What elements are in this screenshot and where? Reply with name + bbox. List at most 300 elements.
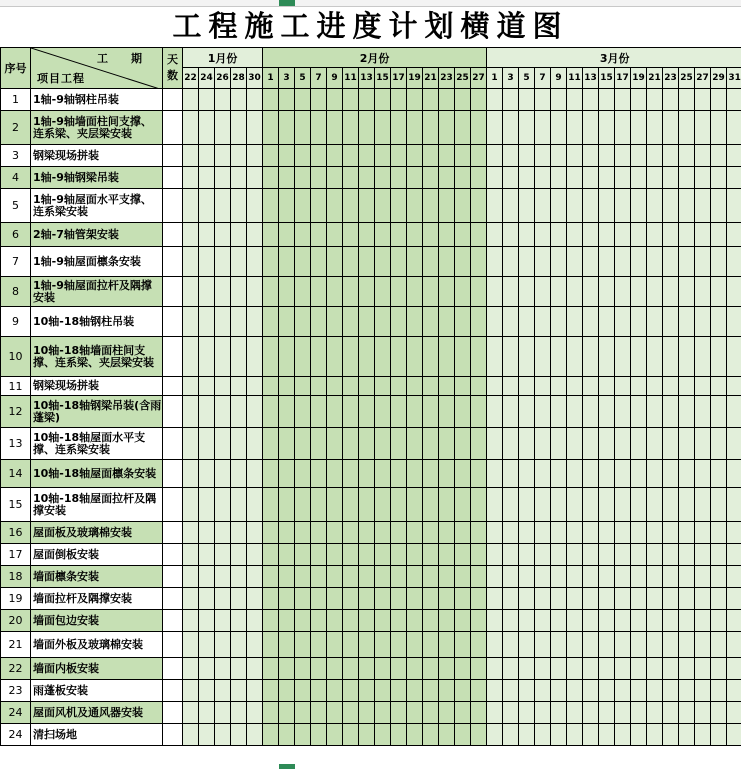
schedule-cell[interactable]	[247, 277, 263, 307]
schedule-cell[interactable]	[519, 488, 535, 522]
schedule-cell[interactable]	[535, 702, 551, 724]
row-task[interactable]: 10轴-18轴屋面檩条安装	[31, 460, 163, 488]
schedule-cell[interactable]	[535, 337, 551, 377]
schedule-cell[interactable]	[487, 145, 503, 167]
schedule-cell[interactable]	[599, 377, 615, 396]
schedule-cell[interactable]	[551, 522, 567, 544]
schedule-cell[interactable]	[551, 111, 567, 145]
schedule-cell[interactable]	[311, 610, 327, 632]
schedule-cell[interactable]	[311, 89, 327, 111]
schedule-cell[interactable]	[391, 396, 407, 428]
schedule-cell[interactable]	[311, 307, 327, 337]
schedule-cell[interactable]	[279, 247, 295, 277]
schedule-cell[interactable]	[631, 588, 647, 610]
schedule-cell[interactable]	[631, 488, 647, 522]
schedule-cell[interactable]	[407, 189, 423, 223]
schedule-cell[interactable]	[471, 145, 487, 167]
schedule-cell[interactable]	[503, 189, 519, 223]
schedule-cell[interactable]	[599, 396, 615, 428]
schedule-cell[interactable]	[551, 189, 567, 223]
schedule-cell[interactable]	[343, 111, 359, 145]
schedule-cell[interactable]	[407, 488, 423, 522]
schedule-cell[interactable]	[615, 566, 631, 588]
schedule-cell[interactable]	[407, 724, 423, 746]
schedule-cell[interactable]	[423, 658, 439, 680]
schedule-cell[interactable]	[631, 632, 647, 658]
row-days[interactable]	[163, 428, 183, 460]
schedule-cell[interactable]	[535, 522, 551, 544]
schedule-cell[interactable]	[583, 377, 599, 396]
schedule-cell[interactable]	[519, 337, 535, 377]
schedule-cell[interactable]	[439, 307, 455, 337]
schedule-cell[interactable]	[631, 680, 647, 702]
schedule-cell[interactable]	[423, 724, 439, 746]
schedule-cell[interactable]	[583, 658, 599, 680]
row-days[interactable]	[163, 223, 183, 247]
schedule-cell[interactable]	[519, 588, 535, 610]
schedule-cell[interactable]	[343, 460, 359, 488]
schedule-cell[interactable]	[263, 223, 279, 247]
schedule-cell[interactable]	[663, 223, 679, 247]
schedule-cell[interactable]	[471, 632, 487, 658]
schedule-cell[interactable]	[615, 277, 631, 307]
schedule-cell[interactable]	[679, 377, 695, 396]
schedule-cell[interactable]	[647, 167, 663, 189]
schedule-cell[interactable]	[711, 680, 727, 702]
schedule-cell[interactable]	[503, 247, 519, 277]
schedule-cell[interactable]	[599, 588, 615, 610]
schedule-cell[interactable]	[487, 488, 503, 522]
schedule-cell[interactable]	[391, 488, 407, 522]
schedule-cell[interactable]	[215, 277, 231, 307]
schedule-cell[interactable]	[295, 247, 311, 277]
schedule-cell[interactable]	[391, 189, 407, 223]
schedule-cell[interactable]	[391, 522, 407, 544]
row-task[interactable]: 钢梁现场拼装	[31, 145, 163, 167]
schedule-cell[interactable]	[503, 111, 519, 145]
schedule-cell[interactable]	[247, 167, 263, 189]
schedule-cell[interactable]	[343, 488, 359, 522]
schedule-cell[interactable]	[695, 588, 711, 610]
schedule-cell[interactable]	[583, 189, 599, 223]
schedule-cell[interactable]	[663, 111, 679, 145]
schedule-cell[interactable]	[263, 544, 279, 566]
schedule-cell[interactable]	[343, 189, 359, 223]
schedule-cell[interactable]	[327, 167, 343, 189]
schedule-cell[interactable]	[215, 247, 231, 277]
row-task[interactable]: 墙面外板及玻璃棉安装	[31, 632, 163, 658]
schedule-cell[interactable]	[423, 277, 439, 307]
schedule-cell[interactable]	[295, 658, 311, 680]
schedule-cell[interactable]	[455, 566, 471, 588]
schedule-cell[interactable]	[567, 460, 583, 488]
schedule-cell[interactable]	[487, 632, 503, 658]
schedule-cell[interactable]	[711, 223, 727, 247]
schedule-cell[interactable]	[343, 680, 359, 702]
schedule-cell[interactable]	[359, 702, 375, 724]
schedule-cell[interactable]	[327, 488, 343, 522]
schedule-cell[interactable]	[487, 223, 503, 247]
schedule-cell[interactable]	[663, 277, 679, 307]
schedule-cell[interactable]	[359, 658, 375, 680]
schedule-cell[interactable]	[679, 460, 695, 488]
schedule-cell[interactable]	[599, 488, 615, 522]
schedule-cell[interactable]	[279, 428, 295, 460]
schedule-cell[interactable]	[423, 189, 439, 223]
schedule-cell[interactable]	[455, 680, 471, 702]
schedule-cell[interactable]	[391, 680, 407, 702]
schedule-cell[interactable]	[647, 632, 663, 658]
schedule-cell[interactable]	[183, 488, 199, 522]
schedule-cell[interactable]	[215, 223, 231, 247]
schedule-cell[interactable]	[407, 428, 423, 460]
schedule-cell[interactable]	[311, 566, 327, 588]
schedule-cell[interactable]	[439, 724, 455, 746]
schedule-cell[interactable]	[519, 167, 535, 189]
schedule-cell[interactable]	[551, 145, 567, 167]
schedule-cell[interactable]	[599, 702, 615, 724]
schedule-cell[interactable]	[647, 544, 663, 566]
schedule-cell[interactable]	[599, 566, 615, 588]
schedule-cell[interactable]	[503, 337, 519, 377]
schedule-cell[interactable]	[615, 488, 631, 522]
schedule-cell[interactable]	[647, 396, 663, 428]
schedule-cell[interactable]	[631, 566, 647, 588]
schedule-cell[interactable]	[407, 632, 423, 658]
schedule-cell[interactable]	[631, 145, 647, 167]
schedule-cell[interactable]	[199, 277, 215, 307]
schedule-cell[interactable]	[231, 544, 247, 566]
schedule-cell[interactable]	[231, 658, 247, 680]
schedule-cell[interactable]	[247, 522, 263, 544]
schedule-cell[interactable]	[327, 145, 343, 167]
schedule-cell[interactable]	[375, 702, 391, 724]
schedule-cell[interactable]	[279, 566, 295, 588]
schedule-cell[interactable]	[423, 632, 439, 658]
schedule-cell[interactable]	[375, 632, 391, 658]
schedule-cell[interactable]	[199, 337, 215, 377]
schedule-cell[interactable]	[247, 544, 263, 566]
schedule-cell[interactable]	[455, 488, 471, 522]
schedule-cell[interactable]	[231, 167, 247, 189]
row-days[interactable]	[163, 307, 183, 337]
schedule-cell[interactable]	[311, 632, 327, 658]
schedule-cell[interactable]	[231, 724, 247, 746]
schedule-cell[interactable]	[423, 702, 439, 724]
row-task[interactable]: 墙面包边安装	[31, 610, 163, 632]
schedule-cell[interactable]	[311, 544, 327, 566]
schedule-cell[interactable]	[615, 307, 631, 337]
schedule-cell[interactable]	[679, 247, 695, 277]
schedule-cell[interactable]	[311, 658, 327, 680]
schedule-cell[interactable]	[375, 488, 391, 522]
schedule-cell[interactable]	[279, 658, 295, 680]
schedule-cell[interactable]	[599, 610, 615, 632]
schedule-cell[interactable]	[583, 111, 599, 145]
schedule-cell[interactable]	[695, 223, 711, 247]
schedule-cell[interactable]	[215, 167, 231, 189]
schedule-cell[interactable]	[551, 428, 567, 460]
row-days[interactable]	[163, 658, 183, 680]
schedule-cell[interactable]	[567, 223, 583, 247]
schedule-cell[interactable]	[711, 610, 727, 632]
schedule-cell[interactable]	[583, 337, 599, 377]
schedule-cell[interactable]	[343, 428, 359, 460]
schedule-cell[interactable]	[631, 277, 647, 307]
schedule-cell[interactable]	[471, 307, 487, 337]
schedule-cell[interactable]	[631, 167, 647, 189]
schedule-cell[interactable]	[375, 588, 391, 610]
schedule-cell[interactable]	[663, 89, 679, 111]
schedule-cell[interactable]	[615, 632, 631, 658]
schedule-cell[interactable]	[423, 89, 439, 111]
schedule-cell[interactable]	[615, 522, 631, 544]
schedule-cell[interactable]	[183, 544, 199, 566]
schedule-cell[interactable]	[391, 307, 407, 337]
schedule-cell[interactable]	[599, 247, 615, 277]
schedule-cell[interactable]	[231, 632, 247, 658]
schedule-cell[interactable]	[583, 544, 599, 566]
schedule-cell[interactable]	[263, 111, 279, 145]
schedule-cell[interactable]	[663, 658, 679, 680]
schedule-cell[interactable]	[359, 277, 375, 307]
schedule-cell[interactable]	[471, 428, 487, 460]
schedule-cell[interactable]	[599, 277, 615, 307]
schedule-cell[interactable]	[663, 337, 679, 377]
schedule-cell[interactable]	[183, 377, 199, 396]
schedule-cell[interactable]	[183, 658, 199, 680]
schedule-cell[interactable]	[663, 680, 679, 702]
schedule-cell[interactable]	[231, 460, 247, 488]
schedule-cell[interactable]	[471, 396, 487, 428]
schedule-cell[interactable]	[183, 724, 199, 746]
schedule-cell[interactable]	[615, 377, 631, 396]
schedule-cell[interactable]	[295, 544, 311, 566]
schedule-cell[interactable]	[295, 488, 311, 522]
schedule-cell[interactable]	[567, 247, 583, 277]
schedule-cell[interactable]	[455, 89, 471, 111]
schedule-cell[interactable]	[231, 111, 247, 145]
schedule-cell[interactable]	[263, 247, 279, 277]
schedule-cell[interactable]	[663, 544, 679, 566]
schedule-cell[interactable]	[727, 111, 741, 145]
schedule-cell[interactable]	[727, 277, 741, 307]
row-task[interactable]: 10轴-18轴墙面柱间支撑、连系梁、夹层梁安装	[31, 337, 163, 377]
schedule-cell[interactable]	[631, 89, 647, 111]
schedule-cell[interactable]	[695, 89, 711, 111]
schedule-cell[interactable]	[455, 632, 471, 658]
schedule-cell[interactable]	[359, 632, 375, 658]
schedule-cell[interactable]	[519, 89, 535, 111]
schedule-cell[interactable]	[439, 522, 455, 544]
schedule-cell[interactable]	[487, 702, 503, 724]
schedule-cell[interactable]	[727, 428, 741, 460]
schedule-cell[interactable]	[487, 167, 503, 189]
schedule-cell[interactable]	[311, 488, 327, 522]
schedule-cell[interactable]	[503, 307, 519, 337]
schedule-cell[interactable]	[183, 145, 199, 167]
schedule-cell[interactable]	[359, 111, 375, 145]
schedule-cell[interactable]	[439, 189, 455, 223]
schedule-cell[interactable]	[375, 223, 391, 247]
schedule-cell[interactable]	[231, 522, 247, 544]
schedule-cell[interactable]	[615, 89, 631, 111]
schedule-cell[interactable]	[311, 428, 327, 460]
schedule-cell[interactable]	[407, 702, 423, 724]
schedule-cell[interactable]	[551, 167, 567, 189]
schedule-cell[interactable]	[375, 111, 391, 145]
schedule-cell[interactable]	[615, 111, 631, 145]
row-task[interactable]: 屋面风机及通风器安装	[31, 702, 163, 724]
schedule-cell[interactable]	[695, 307, 711, 337]
schedule-cell[interactable]	[615, 337, 631, 377]
row-days[interactable]	[163, 89, 183, 111]
schedule-cell[interactable]	[343, 377, 359, 396]
schedule-cell[interactable]	[327, 223, 343, 247]
schedule-cell[interactable]	[663, 632, 679, 658]
schedule-cell[interactable]	[695, 724, 711, 746]
schedule-cell[interactable]	[535, 632, 551, 658]
schedule-cell[interactable]	[247, 247, 263, 277]
schedule-cell[interactable]	[183, 111, 199, 145]
schedule-cell[interactable]	[279, 702, 295, 724]
schedule-cell[interactable]	[503, 377, 519, 396]
schedule-cell[interactable]	[231, 566, 247, 588]
schedule-cell[interactable]	[407, 658, 423, 680]
schedule-cell[interactable]	[631, 610, 647, 632]
row-days[interactable]	[163, 396, 183, 428]
schedule-cell[interactable]	[567, 566, 583, 588]
schedule-cell[interactable]	[327, 460, 343, 488]
schedule-cell[interactable]	[583, 724, 599, 746]
schedule-cell[interactable]	[503, 702, 519, 724]
schedule-cell[interactable]	[199, 610, 215, 632]
schedule-cell[interactable]	[503, 277, 519, 307]
schedule-cell[interactable]	[631, 396, 647, 428]
schedule-cell[interactable]	[295, 588, 311, 610]
schedule-cell[interactable]	[407, 145, 423, 167]
schedule-cell[interactable]	[439, 377, 455, 396]
schedule-cell[interactable]	[423, 111, 439, 145]
schedule-cell[interactable]	[407, 277, 423, 307]
row-days[interactable]	[163, 488, 183, 522]
schedule-cell[interactable]	[231, 277, 247, 307]
schedule-cell[interactable]	[711, 377, 727, 396]
schedule-cell[interactable]	[279, 396, 295, 428]
schedule-cell[interactable]	[359, 396, 375, 428]
schedule-cell[interactable]	[567, 307, 583, 337]
schedule-cell[interactable]	[727, 658, 741, 680]
row-task[interactable]: 1轴-9轴屋面拉杆及隅撑安装	[31, 277, 163, 307]
schedule-cell[interactable]	[615, 145, 631, 167]
schedule-cell[interactable]	[295, 167, 311, 189]
schedule-cell[interactable]	[247, 337, 263, 377]
schedule-cell[interactable]	[695, 522, 711, 544]
schedule-cell[interactable]	[455, 396, 471, 428]
schedule-cell[interactable]	[439, 167, 455, 189]
schedule-cell[interactable]	[599, 658, 615, 680]
schedule-cell[interactable]	[327, 337, 343, 377]
schedule-cell[interactable]	[503, 145, 519, 167]
schedule-cell[interactable]	[263, 680, 279, 702]
schedule-cell[interactable]	[439, 247, 455, 277]
schedule-cell[interactable]	[263, 658, 279, 680]
schedule-cell[interactable]	[519, 702, 535, 724]
schedule-cell[interactable]	[535, 680, 551, 702]
schedule-cell[interactable]	[407, 460, 423, 488]
schedule-cell[interactable]	[535, 377, 551, 396]
schedule-cell[interactable]	[391, 702, 407, 724]
row-task[interactable]: 2轴-7轴管架安装	[31, 223, 163, 247]
schedule-cell[interactable]	[199, 111, 215, 145]
schedule-cell[interactable]	[471, 277, 487, 307]
schedule-cell[interactable]	[279, 145, 295, 167]
row-days[interactable]	[163, 610, 183, 632]
row-days[interactable]	[163, 337, 183, 377]
schedule-cell[interactable]	[343, 522, 359, 544]
schedule-cell[interactable]	[263, 522, 279, 544]
schedule-cell[interactable]	[359, 145, 375, 167]
schedule-cell[interactable]	[359, 488, 375, 522]
schedule-cell[interactable]	[215, 566, 231, 588]
schedule-cell[interactable]	[375, 247, 391, 277]
schedule-cell[interactable]	[583, 488, 599, 522]
schedule-cell[interactable]	[615, 658, 631, 680]
schedule-cell[interactable]	[711, 702, 727, 724]
schedule-cell[interactable]	[199, 428, 215, 460]
schedule-cell[interactable]	[295, 223, 311, 247]
schedule-cell[interactable]	[631, 460, 647, 488]
schedule-cell[interactable]	[295, 428, 311, 460]
row-days[interactable]	[163, 111, 183, 145]
schedule-cell[interactable]	[471, 566, 487, 588]
schedule-cell[interactable]	[583, 680, 599, 702]
schedule-cell[interactable]	[519, 522, 535, 544]
schedule-cell[interactable]	[215, 145, 231, 167]
schedule-cell[interactable]	[487, 588, 503, 610]
schedule-cell[interactable]	[183, 396, 199, 428]
schedule-cell[interactable]	[615, 544, 631, 566]
row-days[interactable]	[163, 632, 183, 658]
schedule-cell[interactable]	[695, 658, 711, 680]
schedule-cell[interactable]	[455, 702, 471, 724]
schedule-cell[interactable]	[455, 307, 471, 337]
schedule-cell[interactable]	[295, 189, 311, 223]
schedule-cell[interactable]	[551, 89, 567, 111]
schedule-cell[interactable]	[279, 522, 295, 544]
schedule-cell[interactable]	[471, 488, 487, 522]
schedule-cell[interactable]	[455, 610, 471, 632]
schedule-cell[interactable]	[215, 724, 231, 746]
schedule-cell[interactable]	[727, 680, 741, 702]
schedule-cell[interactable]	[375, 377, 391, 396]
schedule-cell[interactable]	[247, 680, 263, 702]
schedule-cell[interactable]	[583, 307, 599, 337]
row-days[interactable]	[163, 522, 183, 544]
row-task[interactable]: 1轴-9轴钢柱吊装	[31, 89, 163, 111]
schedule-cell[interactable]	[663, 307, 679, 337]
schedule-cell[interactable]	[391, 145, 407, 167]
schedule-cell[interactable]	[215, 658, 231, 680]
schedule-cell[interactable]	[599, 111, 615, 145]
schedule-cell[interactable]	[599, 189, 615, 223]
schedule-cell[interactable]	[279, 724, 295, 746]
schedule-cell[interactable]	[327, 189, 343, 223]
schedule-cell[interactable]	[599, 428, 615, 460]
schedule-cell[interactable]	[279, 189, 295, 223]
schedule-cell[interactable]	[311, 396, 327, 428]
schedule-cell[interactable]	[487, 307, 503, 337]
